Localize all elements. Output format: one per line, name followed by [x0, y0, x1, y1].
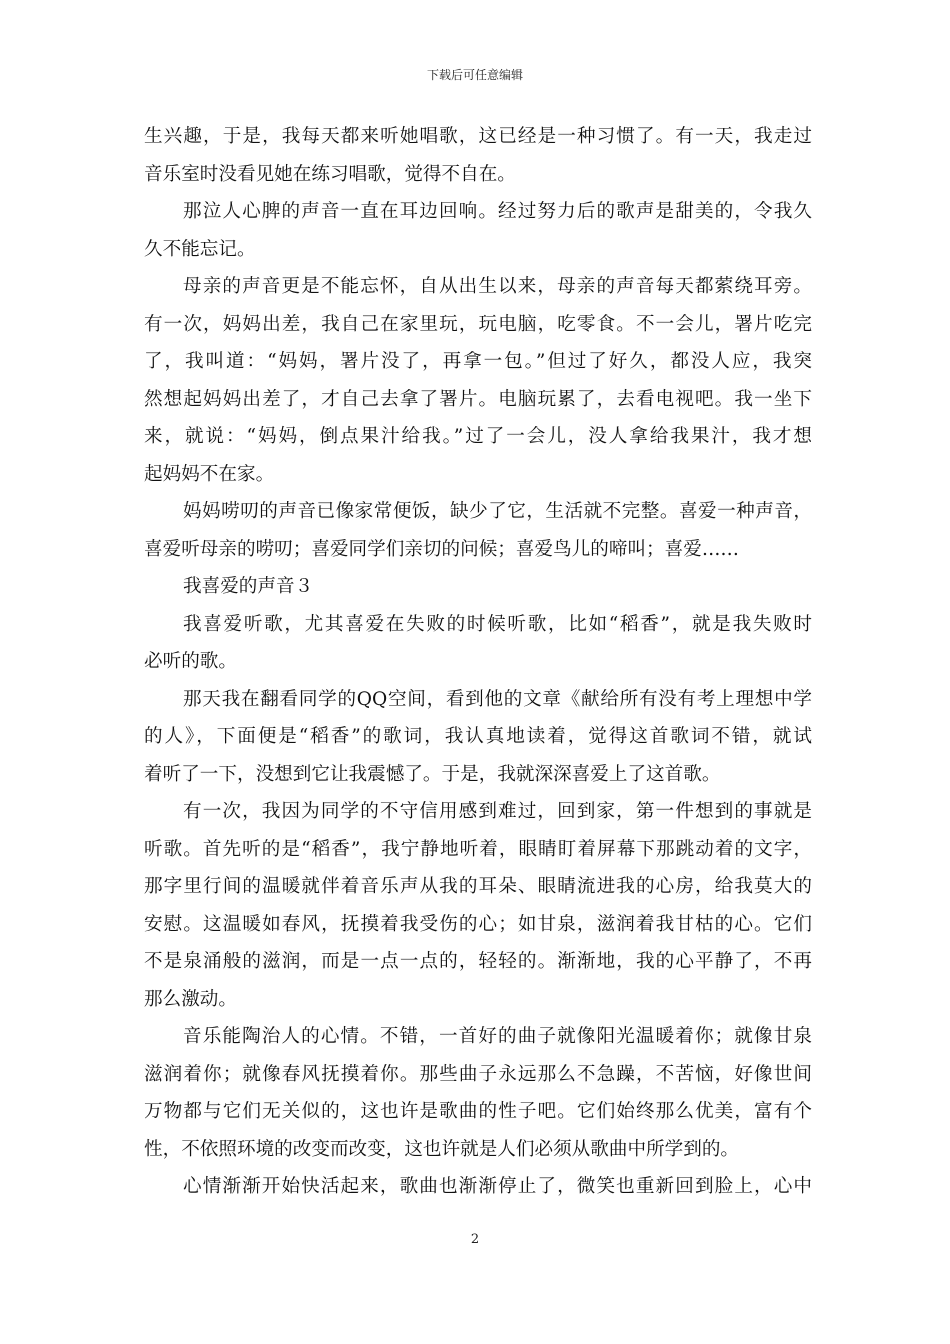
page-header: 下载后可任意编辑 — [426, 68, 523, 82]
text-line: 不是泉涌般的滋润，而是一点一点的，轻轻的。渐渐地，我的心平静了，不再 — [144, 951, 812, 972]
text-line: 久不能忘记。 — [144, 238, 256, 260]
text-line: 我喜爱听歌，尤其喜爱在失败的时候听歌，比如“稻香”，就是我失败时 — [183, 613, 812, 635]
text-line: 母亲的声音更是不能忘怀，自从出生以来，母亲的声音每天都萦绕耳旁。 — [183, 276, 812, 297]
text-line: 必听的歌。 — [144, 651, 237, 672]
text-line: 生兴趣，于是，我每天都来听她唱歌，这已经是一种习惯了。有一天，我走过 — [144, 126, 812, 147]
text-line: 音乐能陶治人的心情。不错，一首好的曲子就像阳光温暖着你；就像甘泉 — [183, 1026, 812, 1047]
text-line: 那泣人心脾的声音一直在耳边回响。经过努力后的歌声是甜美的，令我久 — [183, 201, 812, 222]
paragraph — [144, 568, 812, 606]
text-line: 喜爱听母亲的唠叨；喜爱同学们亲切的问候；喜爱鸟儿的啼叫；喜爱…… — [144, 538, 740, 560]
paragraph — [144, 793, 812, 1018]
text-line: 安慰。这温暖如春风，抚摸着我受伤的心；如甘泉，滋润着我甘枯的心。它们 — [144, 913, 812, 935]
text-line: 那么激动。 — [144, 988, 237, 1010]
text-line: 万物都与它们无关似的，这也许是歌曲的性子吧。它们始终那么优美，富有个 — [144, 1101, 812, 1122]
text-line: 来，就说：“妈妈，倒点果汁给我。”过了一会儿，没人拿给我果汁，我才想 — [144, 426, 812, 447]
paragraph — [144, 1168, 812, 1206]
text-line: 心情渐渐开始快活起来，歌曲也渐渐停止了，微笑也重新回到脸上，心中 — [183, 1176, 812, 1197]
text-line: 然想起妈妈出差了，才自己去拿了署片。电脑玩累了，去看电视吧。我一坐下 — [144, 388, 812, 410]
text-line: 了，我叫道：“妈妈，署片没了，再拿一包。”但过了好久，都没人应，我突 — [144, 351, 812, 372]
text-line: 那天我在翻看同学的QQ空间，看到他的文章《献给所有没有考上理想中学 — [183, 688, 812, 710]
text-line: 有一次，我因为同学的不守信用感到难过，回到家，第一件想到的事就是 — [183, 801, 812, 822]
paragraph — [144, 681, 812, 794]
text-line: 的人》，下面便是“稻香”的歌词，我认真地读着，觉得这首歌词不错，就试 — [144, 726, 812, 747]
paragraph — [144, 1018, 812, 1168]
paragraph — [144, 193, 812, 268]
paragraph — [144, 118, 812, 193]
document-body — [144, 118, 812, 1206]
paragraph — [144, 493, 812, 568]
text-line: 音乐室时没看见她在练习唱歌，觉得不自在。 — [144, 163, 516, 185]
paragraph — [144, 606, 812, 681]
text-line: 妈妈唠叨的声音已像家常便饭，缺少了它，生活就不完整。喜爱一种声音， — [183, 501, 812, 522]
text-line: 我喜爱的声音３ — [183, 576, 314, 597]
page-number: 2 — [470, 1232, 480, 1247]
text-line: 有一次，妈妈出差，我自己在家里玩，玩电脑，吃零食。不一会儿，署片吃完 — [144, 313, 812, 335]
text-line: 起妈妈不在家。 — [144, 463, 275, 485]
text-line: 那字里行间的温暖就伴着音乐声从我的耳朵、眼睛流进我的心房，给我莫大的 — [144, 876, 812, 897]
text-line: 滋润着你；就像春风抚摸着你。那些曲子永远那么不急躁，不苦恼，好像世间 — [144, 1063, 812, 1085]
paragraph — [144, 268, 812, 493]
text-line: 性，不依照环境的改变而改变，这也许就是人们必须从歌曲中所学到的。 — [144, 1138, 740, 1160]
text-line: 听歌。首先听的是“稻香”，我宁静地听着，眼睛盯着屏幕下那跳动着的文字， — [144, 838, 812, 860]
text-line: 着听了一下，没想到它让我震憾了。于是，我就深深喜爱上了这首歌。 — [144, 763, 721, 785]
